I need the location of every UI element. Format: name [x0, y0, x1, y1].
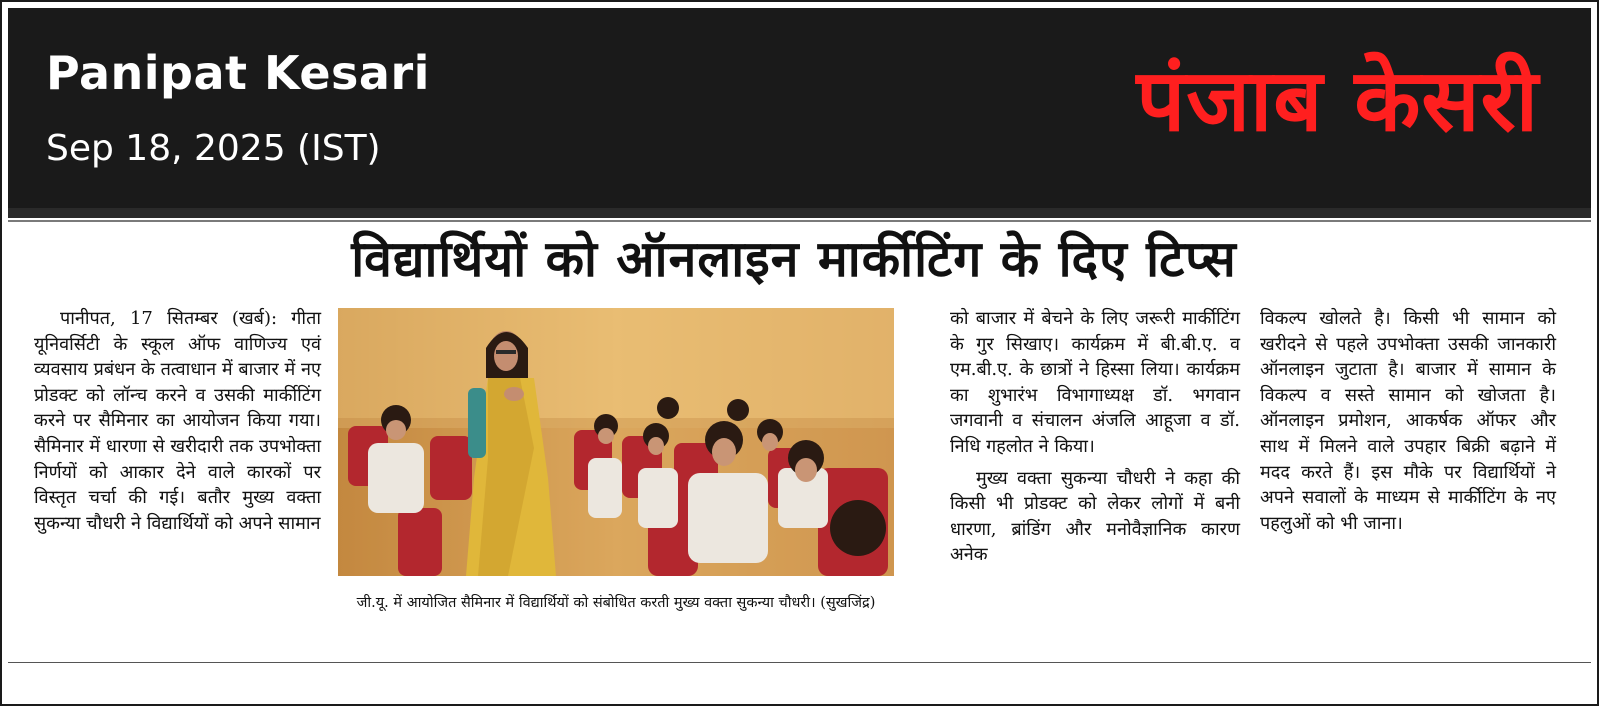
publication-date: Sep 18, 2025 (IST) [46, 128, 381, 169]
bottom-divider [8, 662, 1591, 663]
column-1-text: पानीपत, 17 सितम्बर (खर्ब): गीता यूनिवर्सिटी के स्कूल ऑफ वाणिज्य एवं व्यवसाय प्रबंधन के तत्वाधान में बाजार में नए प्रोडक्ट को लॉन्च करने व उसकी मार्कीटिंग करने पर सैमिनार का आयोजन किया गया। सैमिनार में धारणा से खरीदारी तक उपभोक्ता निर्णयों को आकार देने वाले कारकों पर विस्तृत चर्चा की गई। बतौर मुख्य वक्ता सुकन्या चौधरी ने विद्यार्थियों को अपने सामान [34, 308, 321, 534]
article-column-4 [1260, 306, 1556, 536]
publication-name: Panipat Kesari [46, 46, 430, 100]
column-4-text: विकल्प खोलते है। किसी भी सामान को खरीदने से पहले उपभोक्ता उसकी जानकारी ऑनलाइन जुटाता है। बाजार में सामान के विकल्प व सस्ते सामान को खोजता है। ऑनलाइन प्रमोशन, आकर्षक ऑफर और साथ में मिलने वाले उपहार बिक्री बढ़ाने में मदद करते हैं। इस मौके पर विद्यार्थियों ने अपने सवालों के माध्यम से मार्कीटिंग के नए पहलुओं को भी जाना। [1260, 308, 1556, 534]
seminar-photo-image [338, 308, 894, 576]
seminar-photo [338, 308, 894, 576]
column-3-text: को बाजार में बेचने के लिए जरूरी मार्कीटिंग के गुर सिखाए। कार्यक्रम में बी.बी.ए. व एम.बी.ए. के छात्रों ने हिस्सा लिया। कार्यक्रम का शुभारंभ विभागाध्यक्ष डॉ. भगवान जगवानी व संचालन अंजलि आहूजा व डॉ. निधि गहलोत ने किया। [950, 308, 1240, 457]
masthead [8, 8, 1591, 208]
newspaper-logo: पंजाब केसरी [1136, 51, 1539, 151]
masthead-divider [8, 208, 1591, 218]
masthead-divider-thin [8, 220, 1591, 222]
article-column-1 [34, 306, 321, 536]
photo-caption: जी.यू. में आयोजित सैमिनार में विद्यार्थियों को संबोधित करती मुख्य वक्ता सुकन्या चौधरी। (सुखजिंद्र) [356, 595, 876, 611]
article-headline: विद्यार्थियों को ऑनलाइन मार्कीटिंग के दिए टिप्स [351, 229, 1237, 288]
article [24, 226, 1564, 656]
column-3-paragraph-2: मुख्य वक्ता सुकन्या चौधरी ने कहा की किसी भी प्रोडक्ट को लेकर लोगों में बनी धारणा, ब्रांडिंग और मनोवैज्ञानिक कारण अनेक [950, 467, 1240, 566]
article-column-3 [950, 306, 1240, 568]
